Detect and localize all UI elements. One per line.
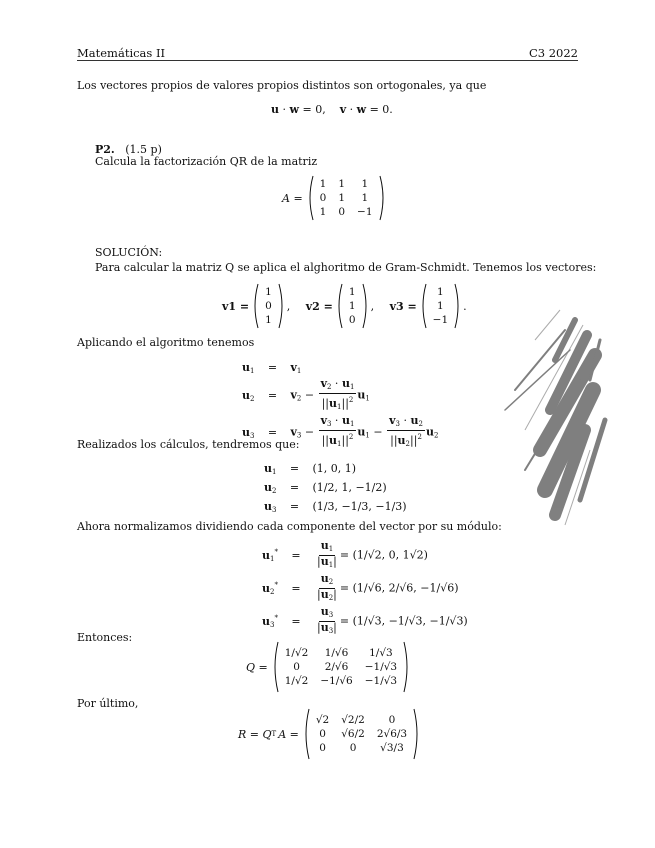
brush-texture-decoration [495,300,615,530]
vector-v2: v2 = 1 1 0 , [305,286,375,326]
algorithm-text: Aplicando el algoritmo tenemos [77,336,255,349]
normalized-vectors: $u_1^*$ = $\frac{u_1}{|u_1|}$ = (1/√2, 0, 1√2) $u_2^*$ = $\frac{u_2}{|u_2|}$ = (1/√6, 2/√6, −1/√6) $u_3^*$ = $\frac{u_3}{|u_3|}$ = (1/√3, −1/√3, −1/√3) [262,539,468,635]
matrix-r-entries: √2 √2/2 0 0 √6/2 2√6/3 0 0 √3/3 [315,714,408,754]
right-paren [379,175,386,221]
solution-intro: Para calcular la matriz Q se aplica el alghoritmo de Gram-Schmidt. Tenemos los vectores: [95,261,597,274]
header-rule [77,60,578,61]
matrix-a-label: A = [282,191,303,205]
then-text: Entonces: [77,631,133,644]
matrix-r: R = Q T A = √2 √2/2 0 0 √6/2 2√6/3 0 0 √3/3 [238,708,420,760]
problem-points: (1.5 p) [125,143,162,156]
gram-schmidt-equations: $u_1$ = $v_1$ $u_2$ = $v_2$ − $\frac{v_2 \cdot u_1}{||u_1||^2}$ $u_1$ $u_3$ = $v_3$ − $\frac{v_3 \cdot u_1}{||u_1||^2}$ $u_1$ − $\frac{v_3 \cdot u_2}{||u_2||^2}$ $u_2$ [242,360,439,448]
normalize-text: Ahora normalizamos dividiendo cada componente del vector por su módulo: [77,520,502,533]
orthogonality-equation: u · w = 0, v · w = 0. [271,103,393,116]
matrix-a [282,175,386,221]
vector-v3: v3 = 1 1 −1 . [389,286,467,326]
intro-text: Los vectores propios de valores propios distintos son ortogonales, ya que [77,79,487,92]
matrix-q: Q = 1/√2 1/√6 1/√3 0 2/√6 −1/√3 1/√2 −1/√6 −1/√3 [246,641,410,693]
header-exam: C3 2022 [528,46,578,60]
u-results: $u_1$ = (1, 0, 1) $u_2$ = (1/2, 1, −1/2) $u_3$ = (1/3, −1/3, −1/3) [264,461,407,514]
calc-text: Realizados los cálculos, tendremos que: [77,438,300,451]
last-text: Por último, [77,697,139,710]
problem-statement: Calcula la factorización QR de la matriz [95,155,318,168]
matrix-q-entries: 1/√2 1/√6 1/√3 0 2/√6 −1/√3 1/√2 −1/√6 −1/√3 [284,647,398,687]
solution-title: SOLUCIÓN: [95,246,163,259]
problem-label: P2. [95,143,115,156]
left-paren [307,175,314,221]
matrix-a-entries: 1 1 1 0 1 1 1 0 −1 [319,178,373,218]
header-course: Matemáticas II [77,46,166,60]
vector-v1: v1 = 1 0 1 , [222,286,291,326]
vectors-v [222,283,467,329]
